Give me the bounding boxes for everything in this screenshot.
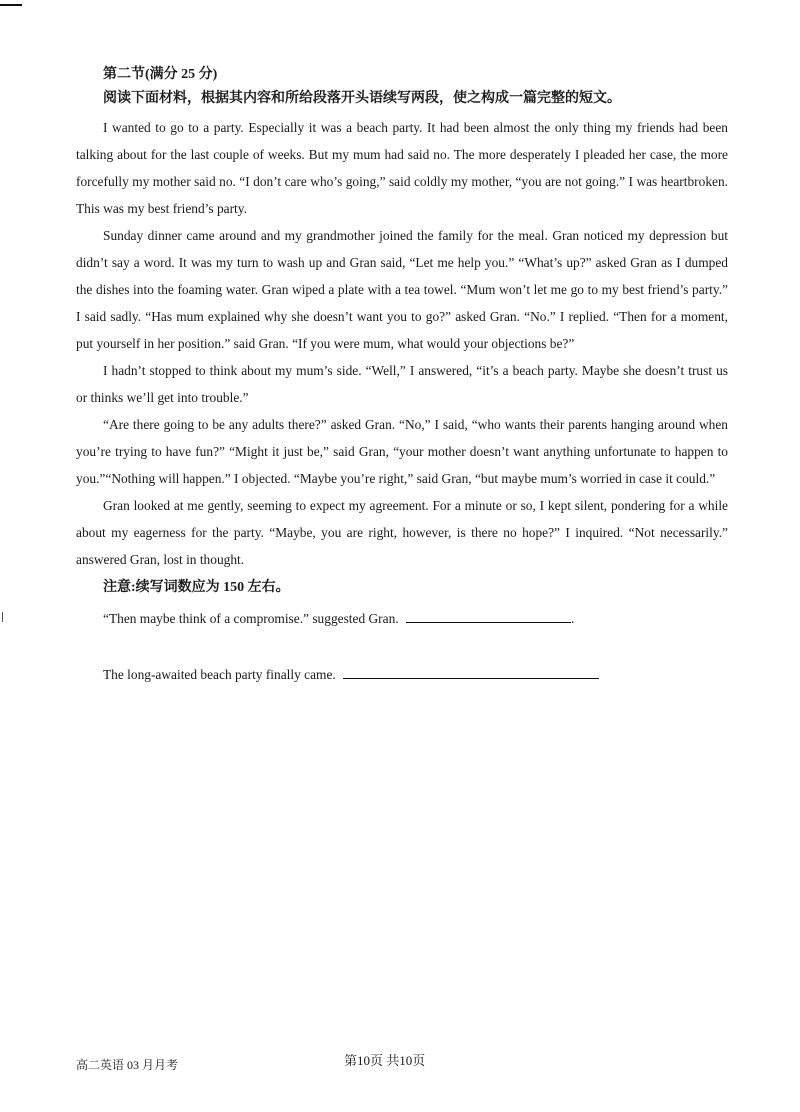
answer-blank-2[interactable]	[343, 666, 599, 679]
continuation-prompt-1	[103, 606, 728, 632]
word-count-note: 注意:续写词数应为 150 左右。	[103, 580, 290, 595]
prompt-2-text: The long-awaited beach party finally came.	[103, 667, 336, 682]
instruction: 阅读下面材料，根据其内容和所给段落开头语续写两段，使之构成一篇完整的短文。	[103, 91, 621, 106]
prompt-1-text: “Then maybe think of a compromise.” suggested Gran.	[103, 611, 399, 626]
scan-margin-mark	[2, 612, 3, 622]
answer-blank-1[interactable]	[406, 610, 571, 623]
paragraph-3: I hadn’t stopped to think about my mum’s side. “Well,” I answered, “it’s a beach party. Maybe she doesn’t trust us or thinks we’ll get into trouble.”	[76, 363, 728, 405]
prompt-1-end: .	[570, 611, 575, 626]
section-title: 第二节(满分 25 分)	[103, 67, 218, 82]
paragraph-4: “Are there going to be any adults there?” asked Gran. “No,” I said, “who wants their parents hanging around when you’re trying to have fun?” “Might it just be,” said Gran, “your mother doesn’t want anything unfortunate to happen to you.”“Nothing will happen.” I objected. “Maybe you’re right,” said Gran, “but maybe mum’s worried in case it could.”	[76, 417, 728, 486]
continuation-prompt-2	[103, 662, 728, 688]
scan-corner-mark	[0, 4, 22, 6]
exam-content	[76, 64, 728, 688]
page-number: 第10页 共10页	[344, 1053, 426, 1068]
exam-label: 高二英语 03 月月考	[76, 1058, 179, 1072]
paragraph-2: Sunday dinner came around and my grandmother joined the family for the meal. Gran noticed my depression but didn’t say a word. It was my turn to wash up and Gran said, “Let me help you.” “What’s up?” asked Gran as I dumped the dishes into the foaming water. Gran wiped a plate with a tea towel. “Mum won’t let me go to my best friend’s party.” I said sadly. “Has mum explained why she doesn’t want you to go?” asked Gran. “No.” I replied. “Then for a moment, put yourself in her position.” said Gran. “If you were mum, what would your objections be?”	[76, 228, 728, 351]
paragraph-5: Gran looked at me gently, seeming to expect my agreement. For a minute or so, I kept silent, pondering for a while about my eagerness for the party. “Maybe, you are right, however, is there no hope?” I inquired. “Not necessarily.” answered Gran, lost in thought.	[76, 498, 728, 567]
paragraph-1: I wanted to go to a party. Especially it was a beach party. It had been almost the only thing my friends had been talking about for the last couple of weeks. But my mum had said no. The more desperately I pleaded her case, the more forcefully my mother said no. “I don’t care who’s going,” said coldly my mother, “you are not going.” I was heartbroken. This was my best friend’s party.	[76, 120, 728, 216]
